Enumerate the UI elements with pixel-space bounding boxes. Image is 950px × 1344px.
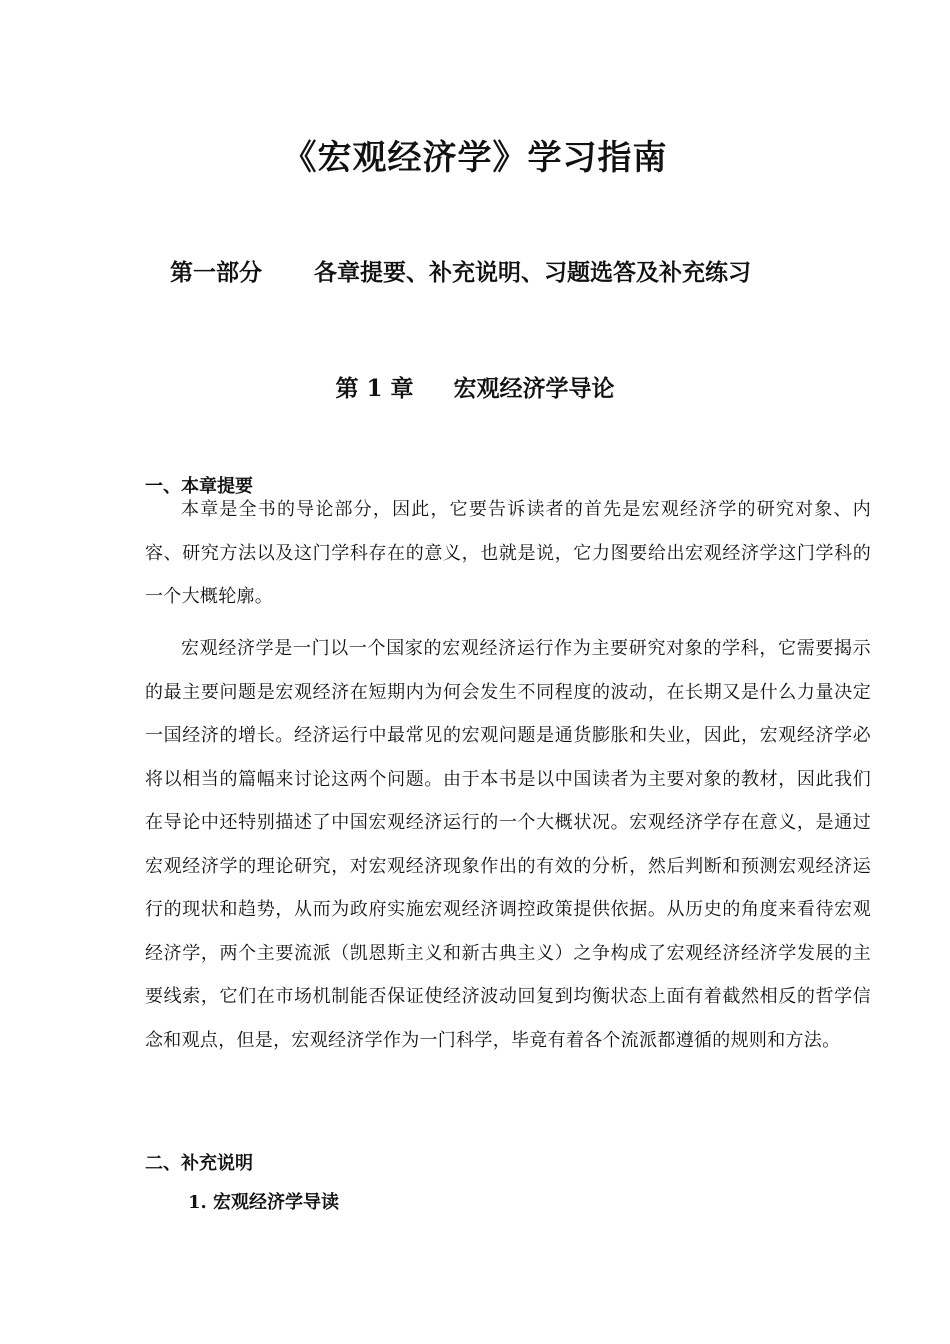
part-heading [170, 254, 870, 287]
chapter-title: 宏观经济学导论 [453, 375, 615, 402]
subsection-heading: 1. 宏观经济学导读 [188, 1192, 340, 1213]
paragraph-2: 宏观经济学是一门以一个国家的宏观经济运行作为主要研究对象的学科，它需要揭示的最主要问题是宏观经济在短期内为何会发生不同程度的波动，在长期又是什么力量决定一国经济的增长。经济运行中最常见的宏观问题是通货膨胀和失业，因此，宏观经济学必将以相当的篇幅来讨论这两个问题。由于本书是以中国读者为主要对象的教材，因此我们在导论中还特别描述了中国宏观经济运行的一个大概状况。宏观经济学存在意义，是通过宏观经济学的理论研究，对宏观经济现象作出的有效的分析，然后判断和预测宏观经济运行的现状和趋势，从而为政府实施宏观经济调控政策提供依据。从历史的角度来看待宏观经济学，两个主要流派（凯恩斯主义和新古典主义）之争构成了宏观经济经济学发展的主要线索，它们在市场机制能否保证使经济波动回复到均衡状态上面有着截然相反的哲学信念和观点，但是，宏观经济学作为一门科学，毕竟有着各个流派都遵循的规则和方法。 [145, 638, 871, 1051]
chapter-heading [0, 370, 950, 403]
part-label: 第一部分 [170, 259, 262, 286]
paragraph-1: 本章是全书的导论部分，因此，它要告诉读者的首先是宏观经济学的研究对象、内容、研究方法以及这门学科存在的意义，也就是说，它力图要给出宏观经济学这门学科的一个大概轮廓。 [145, 499, 871, 607]
part-title: 各章提要、补充说明、习题选答及补充练习 [314, 259, 751, 286]
section-heading-supplement: 二、补充说明 [145, 1153, 253, 1174]
section-heading-summary: 一、本章提要 [145, 476, 253, 497]
chapter-label: 第 1 章 [335, 375, 414, 402]
document-title: 《宏观经济学》学习指南 [282, 138, 668, 178]
